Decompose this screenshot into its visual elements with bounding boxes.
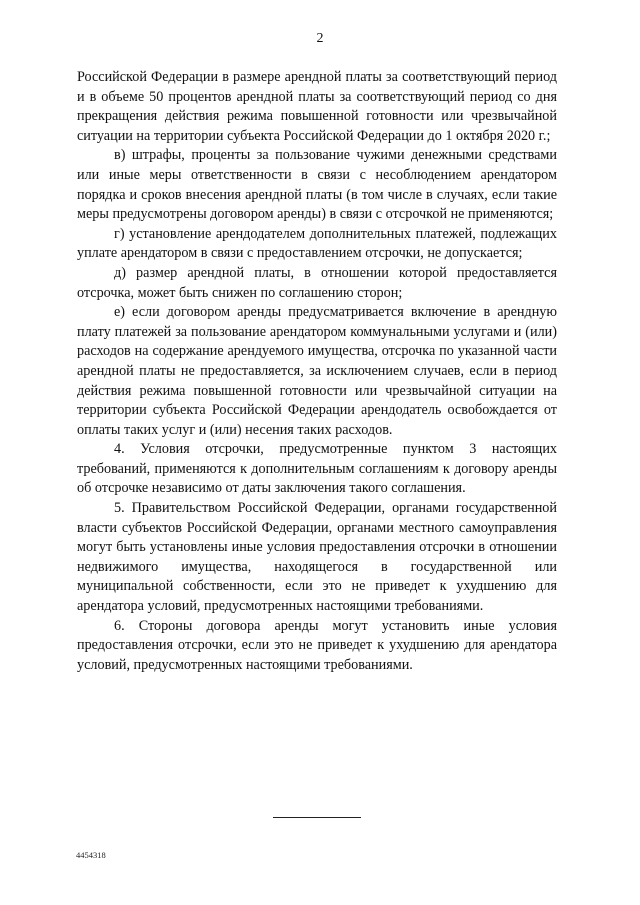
page-number: 2 <box>316 31 324 46</box>
document-code: 4454318 <box>76 850 106 860</box>
paragraph-item-d: д) размер арендной платы, в отношении которой предоставляется отсрочка, может быть снижен по соглашению сторон; <box>77 264 557 301</box>
paragraph-clause-4: 4. Условия отсрочки, предусмотренные пунктом 3 настоящих требований, применяются к дополнительным соглашениям к договору аренды об отсрочке независимо от даты заключения такого соглашения. <box>77 441 557 497</box>
footer-divider-line <box>273 817 361 818</box>
paragraph-item-v: в) штрафы, проценты за пользование чужими денежными средствами или иные меры ответственности в связи с несоблюдением арендатором порядка и сроков внесения арендной платы (в том числе в случаях, если такие меры предусмотрены договором аренды) в связи с отсрочкой не применяются; <box>77 147 557 223</box>
paragraph-continuation: Российской Федерации в размере арендной платы за соответствующий период и в объеме 50 процентов арендной платы за соответствующий период со дня прекращения действия режима повышенной готовности или чрезвычайной ситуации на территории субъекта Российской Федерации до 1 октября 2020 г.; <box>77 69 557 144</box>
document-body <box>77 68 557 675</box>
paragraph-item-e: е) если договором аренды предусматривается включение в арендную плату платежей за пользование арендатором коммунальными услугами и (или) расходов на содержание арендуемого имущества, отсрочка по указанной части арендной платы не предоставляется, за исключением случаев, если в период действия режима повышенной готовности или чрезвычайной ситуации на территории субъекта Российской Федерации арендодатель освобождается от оплаты таких услуг и (или) несения таких расходов. <box>77 304 557 438</box>
paragraph-item-g: г) установление арендодателем дополнительных платежей, подлежащих уплате арендатором в связи с предоставлением отсрочки, не допускается; <box>77 225 557 262</box>
paragraph-clause-6: 6. Стороны договора аренды могут установить иные условия предоставления отсрочки, если это не приведет к ухудшению для арендатора условий, предусмотренных настоящими требованиями. <box>77 617 557 673</box>
paragraph-clause-5: 5. Правительством Российской Федерации, органами государственной власти субъектов Российской Федерации, органами местного самоуправления могут быть установлены иные условия предоставления отсрочки в отношении недвижимого имущества, находящегося в государственной или муниципальной собственности, если это не приведет к ухудшению для арендатора условий, предусмотренных настоящими требованиями. <box>77 500 557 615</box>
